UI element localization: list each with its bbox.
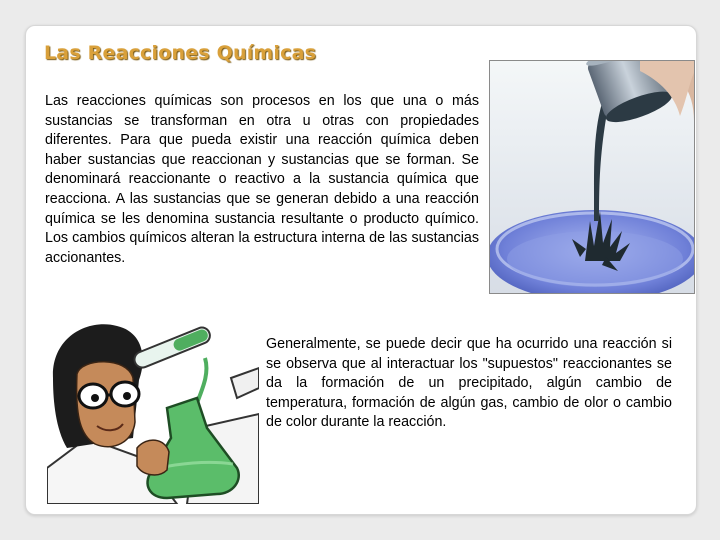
- chemical-reaction-photo: [489, 60, 695, 294]
- slide-title: Las Reacciones Químicas: [44, 42, 317, 64]
- paragraph-definition: Las reacciones químicas son procesos en los que una o más sustancias se transforman en otra u otras con propiedades diferentes. Para que pueda existir una reacción química deben haber sustancias que reaccionan y sustancias que se forman. Se denominará reaccionante o reactivo a la sustancia química que reacciona. A las sustancias que se generan debido a una reacción química se les denomina sustancia resultante o producto químico. Los cambios químicos alteran la estructura interna de las sustancias accionantes.: [45, 93, 479, 266]
- scientist-cartoon: [47, 318, 259, 504]
- paragraph-reaction-signs: Generalmente, se puede decir que ha ocurrido una reacción si se observa que al interactuar los "supuestos" reaccionantes se da la formación de un precipitado, algún cambio de temperatura, formación de algún gas, cambio de olor o cambio de color durante la reacción.: [266, 336, 672, 431]
